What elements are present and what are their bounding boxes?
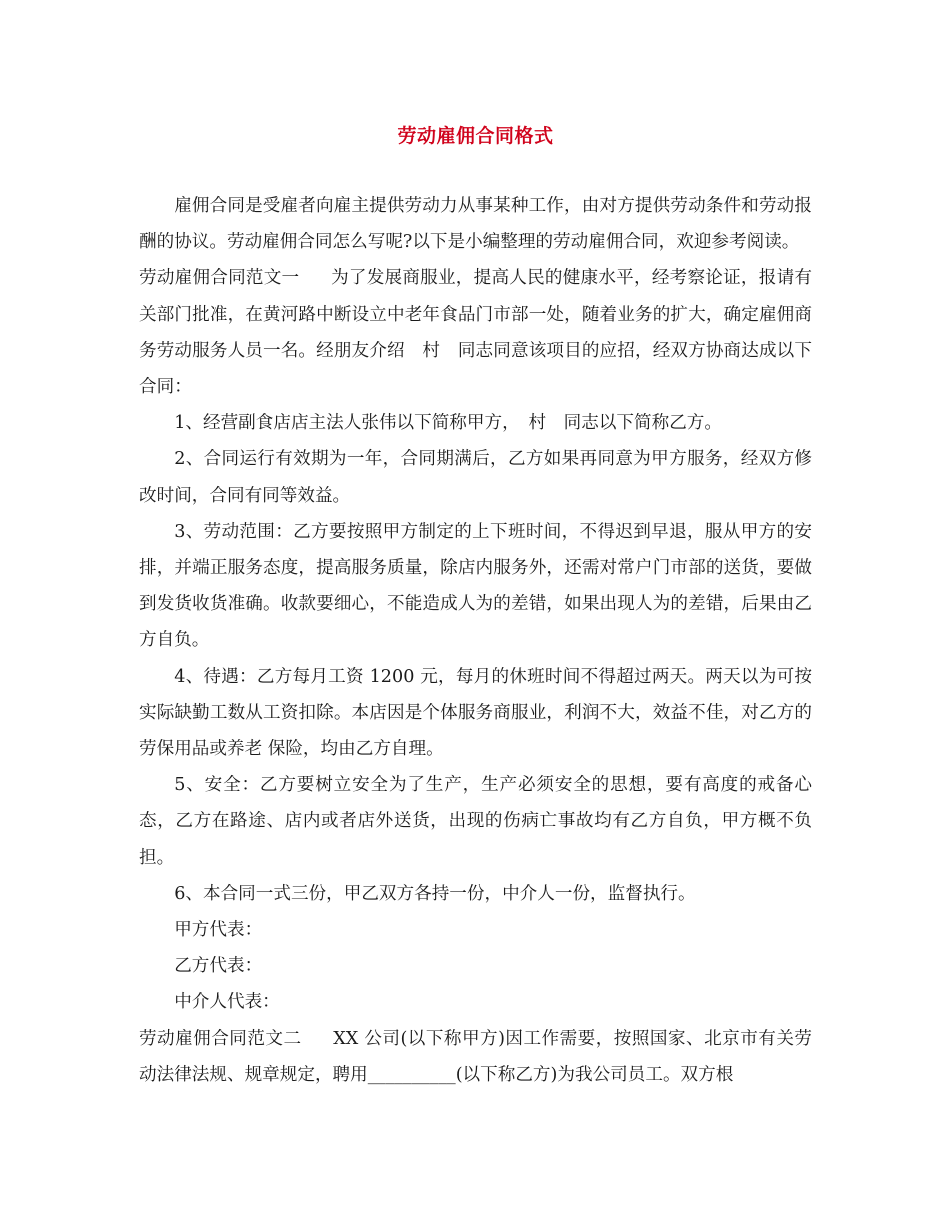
sample1-lead: 为了发展商服业，提高人民的健康水平，经考察论证，报请有关部门批准，在黄河路中断设立中老年食品门市部一处，随着业务的扩大，确定雇佣商务劳动服务人员一名。经朋友介绍 村 同志同意该项目的应招，经双方协商达成以下合同： <box>139 268 812 398</box>
clause-1: 1、经营副食店店主法人张伟以下简称甲方， 村 同志以下简称乙方。 <box>174 413 722 434</box>
sample2-paragraph <box>139 1021 812 1093</box>
document-page <box>139 118 812 1093</box>
signature-party-b: 乙方代表： <box>174 956 263 977</box>
intro-paragraph: 雇佣合同是受雇者向雇主提供劳动力从事某种工作，由对方提供劳动条件和劳动报酬的协议。劳动雇佣合同怎么写呢?以下是小编整理的劳动雇佣合同，欢迎参考阅读。 <box>139 196 812 253</box>
clause-6: 6、本合同一式三份，甲乙双方各持一份，中介人一份，监督执行。 <box>174 883 696 904</box>
clause-2: 2、合同运行有效期为一年，合同期满后，乙方如果再同意为甲方服务，经双方修改时间，合同有同等效益。 <box>139 449 812 506</box>
sample1-heading: 劳动雇佣合同范文一 <box>139 268 300 289</box>
document-title: 劳动雇佣合同格式 <box>397 125 554 147</box>
clause-5: 5、安全：乙方要树立安全为了生产，生产必须安全的思想，要有高度的戒备心态，乙方在路途、店内或者店外送货，出现的伤病亡事故均有乙方自负，甲方概不负担。 <box>139 775 812 868</box>
clause-4: 4、待遇：乙方每月工资 1200 元，每月的休班时间不得超过两天。两天以为可按实际缺勤工数从工资扣除。本店因是个体服务商服业，利润不大，效益不佳，对乙方的劳保用品或养老 保险，均由乙方自理。 <box>139 666 812 760</box>
clause-3: 3、劳动范围：乙方要按照甲方制定的上下班时间，不得迟到早退，服从甲方的安排，并端正服务态度，提高服务质量，除店内服务外，还需对常户门市部的送货，要做到发货收货准确。收款要细心，不能造成人为的差错，如果出现人为的差错，后果由乙方自负。 <box>139 521 812 651</box>
sample2-lead: XX 公司(以下称甲方)因工作需要，按照国家、北京市有关劳动法律法规、规章规定，聘用__________(以下称乙方)为我公司员工。双方根 <box>139 1028 812 1085</box>
sample2-heading: 劳动雇佣合同范文二 <box>139 1028 302 1049</box>
signature-intermediary: 中介人代表： <box>174 992 280 1013</box>
sample1-paragraph <box>139 260 812 405</box>
signature-party-a: 甲方代表： <box>174 920 263 941</box>
